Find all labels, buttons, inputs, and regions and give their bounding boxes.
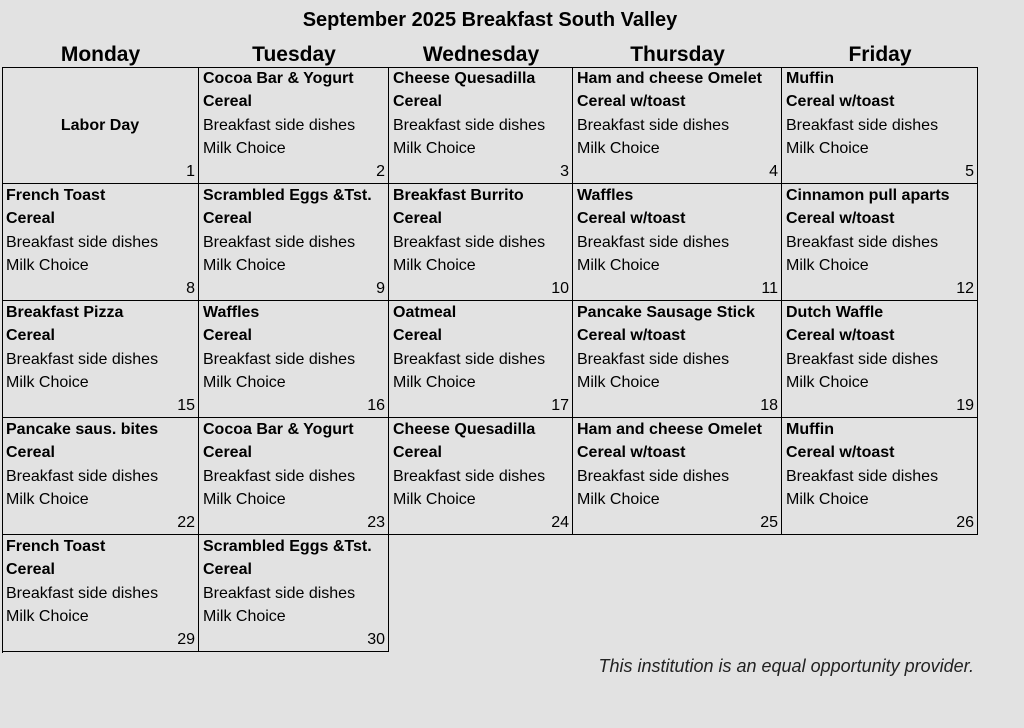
menu-cereal-item: Cereal xyxy=(203,327,252,345)
menu-side-item: Breakfast side dishes xyxy=(393,233,546,251)
day-cell-tuesday xyxy=(199,418,389,535)
menu-side-item: Breakfast side dishes xyxy=(577,233,730,251)
menu-main-item: Cocoa Bar & Yogurt xyxy=(203,421,354,438)
menu-main-item: Cheese Quesadilla xyxy=(393,70,536,87)
menu-side-item: Breakfast side dishes xyxy=(393,350,546,368)
menu-side-item: Breakfast side dishes xyxy=(6,467,159,485)
day-cell-tuesday xyxy=(199,535,389,652)
date-number: 29 xyxy=(177,631,195,648)
menu-main-item: Scrambled Eggs &Tst. xyxy=(203,538,372,555)
menu-cereal-item: Cereal w/toast xyxy=(577,327,686,345)
menu-main-item: Muffin xyxy=(786,70,834,87)
day-cell-friday xyxy=(782,301,978,418)
date-number: 4 xyxy=(769,163,778,180)
menu-side-item: Breakfast side dishes xyxy=(6,584,159,602)
menu-cereal-item: Cereal xyxy=(393,327,442,345)
menu-main-item: Breakfast Pizza xyxy=(6,304,124,321)
menu-milk-item: Milk Choice xyxy=(203,140,286,158)
date-number: 10 xyxy=(551,280,569,297)
menu-cereal-item: Cereal xyxy=(6,210,55,228)
menu-cereal-item: Cereal w/toast xyxy=(577,93,686,111)
menu-main-item: French Toast xyxy=(6,187,106,204)
day-cell-tuesday xyxy=(199,184,389,301)
menu-main-item: Dutch Waffle xyxy=(786,304,884,321)
menu-cereal-item: Cereal w/toast xyxy=(577,444,686,462)
date-number: 23 xyxy=(367,514,385,531)
menu-milk-item: Milk Choice xyxy=(577,491,660,509)
menu-milk-item: Milk Choice xyxy=(393,491,476,509)
menu-cereal-item: Cereal xyxy=(203,93,252,111)
date-number: 16 xyxy=(367,397,385,414)
day-cell-monday xyxy=(2,184,199,301)
date-number: 18 xyxy=(760,397,778,414)
header-thursday: Thursday xyxy=(630,43,725,66)
menu-main-item: Muffin xyxy=(786,421,834,438)
menu-side-item: Breakfast side dishes xyxy=(786,233,939,251)
menu-main-item: Ham and cheese Omelet xyxy=(577,70,762,87)
menu-cereal-item: Cereal xyxy=(6,327,55,345)
menu-milk-item: Milk Choice xyxy=(786,374,869,392)
menu-side-item: Breakfast side dishes xyxy=(786,116,939,134)
menu-main-item: Pancake saus. bites xyxy=(6,421,159,438)
menu-milk-item: Milk Choice xyxy=(393,140,476,158)
header-friday: Friday xyxy=(848,43,912,66)
date-number: 22 xyxy=(177,514,195,531)
menu-cereal-item: Cereal xyxy=(393,93,442,111)
day-cell-monday xyxy=(2,535,199,652)
day-cell-monday xyxy=(2,301,199,418)
day-cell-friday xyxy=(782,67,978,184)
day-cell-thursday xyxy=(573,301,782,418)
menu-milk-item: Milk Choice xyxy=(6,257,89,275)
menu-side-item: Breakfast side dishes xyxy=(577,116,730,134)
menu-milk-item: Milk Choice xyxy=(786,140,869,158)
menu-side-item: Breakfast side dishes xyxy=(203,350,356,368)
menu-main-item: Waffles xyxy=(203,304,260,321)
menu-cereal-item: Cereal xyxy=(393,444,442,462)
date-number: 15 xyxy=(177,397,195,414)
day-cell-friday xyxy=(782,184,978,301)
menu-milk-item: Milk Choice xyxy=(786,491,869,509)
menu-cereal-item: Cereal w/toast xyxy=(786,93,895,111)
menu-side-item: Breakfast side dishes xyxy=(577,350,730,368)
menu-cereal-item: Cereal xyxy=(393,210,442,228)
date-number: 3 xyxy=(560,163,569,180)
menu-cereal-item: Cereal xyxy=(203,444,252,462)
menu-main-item: Breakfast Burrito xyxy=(393,187,524,204)
menu-cereal-item: Cereal w/toast xyxy=(786,444,895,462)
menu-side-item: Breakfast side dishes xyxy=(786,350,939,368)
date-number: 30 xyxy=(367,631,385,648)
menu-milk-item: Milk Choice xyxy=(393,374,476,392)
menu-side-item: Breakfast side dishes xyxy=(577,467,730,485)
menu-side-item: Breakfast side dishes xyxy=(6,350,159,368)
menu-side-item: Breakfast side dishes xyxy=(786,467,939,485)
day-cell-friday xyxy=(782,418,978,535)
menu-cereal-item: Cereal xyxy=(6,561,55,579)
menu-main-item: French Toast xyxy=(6,538,106,555)
menu-milk-item: Milk Choice xyxy=(786,257,869,275)
footer-note: This institution is an equal opportunity provider. xyxy=(598,656,974,676)
header-monday: Monday xyxy=(60,43,141,66)
date-number: 9 xyxy=(376,280,385,297)
menu-cereal-item: Cereal w/toast xyxy=(786,210,895,228)
day-cell-tuesday xyxy=(199,67,389,184)
menu-main-item: Cheese Quesadilla xyxy=(393,421,536,438)
menu-side-item: Breakfast side dishes xyxy=(203,467,356,485)
menu-milk-item: Milk Choice xyxy=(393,257,476,275)
menu-main-item: Oatmeal xyxy=(393,304,457,321)
menu-cereal-item: Cereal xyxy=(203,210,252,228)
day-cell-wednesday xyxy=(389,67,573,184)
day-cell-thursday xyxy=(573,67,782,184)
menu-side-item: Breakfast side dishes xyxy=(203,116,356,134)
date-number: 1 xyxy=(186,163,195,180)
menu-cereal-item: Cereal w/toast xyxy=(786,327,895,345)
menu-cereal-item: Cereal w/toast xyxy=(577,210,686,228)
day-cell-wednesday xyxy=(389,301,573,418)
date-number: 5 xyxy=(965,163,974,180)
menu-main-item: Scrambled Eggs &Tst. xyxy=(203,187,372,204)
day-cell-thursday xyxy=(573,184,782,301)
date-number: 17 xyxy=(551,397,569,414)
menu-milk-item: Milk Choice xyxy=(577,374,660,392)
menu-milk-item: Milk Choice xyxy=(6,374,89,392)
day-cell-tuesday xyxy=(199,301,389,418)
menu-main-item: Cinnamon pull aparts xyxy=(786,187,950,204)
date-number: 8 xyxy=(186,280,195,297)
menu-milk-item: Milk Choice xyxy=(6,608,89,626)
day-cell-wednesday xyxy=(389,418,573,535)
menu-milk-item: Milk Choice xyxy=(6,491,89,509)
day-cell-monday xyxy=(2,67,199,184)
menu-side-item: Breakfast side dishes xyxy=(6,233,159,251)
holiday-label: Labor Day xyxy=(60,116,140,134)
header-wednesday: Wednesday xyxy=(422,43,540,66)
menu-milk-item: Milk Choice xyxy=(203,374,286,392)
menu-side-item: Breakfast side dishes xyxy=(203,584,356,602)
date-number: 11 xyxy=(761,280,778,297)
menu-milk-item: Milk Choice xyxy=(203,257,286,275)
menu-main-item: Waffles xyxy=(577,187,634,204)
header-tuesday: Tuesday xyxy=(252,43,336,66)
date-number: 12 xyxy=(956,280,974,297)
menu-main-item: Ham and cheese Omelet xyxy=(577,421,762,438)
menu-main-item: Cocoa Bar & Yogurt xyxy=(203,70,354,87)
menu-milk-item: Milk Choice xyxy=(203,608,286,626)
date-number: 2 xyxy=(376,163,385,180)
menu-main-item: Pancake Sausage Stick xyxy=(577,304,755,321)
date-number: 24 xyxy=(551,514,569,531)
menu-side-item: Breakfast side dishes xyxy=(203,233,356,251)
page-title: September 2025 Breakfast South Valley xyxy=(302,9,678,31)
menu-milk-item: Milk Choice xyxy=(577,140,660,158)
date-number: 26 xyxy=(956,514,974,531)
menu-side-item: Breakfast side dishes xyxy=(393,467,546,485)
menu-side-item: Breakfast side dishes xyxy=(393,116,546,134)
date-number: 19 xyxy=(956,397,974,414)
menu-cereal-item: Cereal xyxy=(203,561,252,579)
day-cell-monday xyxy=(2,418,199,535)
day-cell-thursday xyxy=(573,418,782,535)
menu-milk-item: Milk Choice xyxy=(203,491,286,509)
day-cell-wednesday xyxy=(389,184,573,301)
menu-milk-item: Milk Choice xyxy=(577,257,660,275)
menu-cereal-item: Cereal xyxy=(6,444,55,462)
date-number: 25 xyxy=(760,514,778,531)
